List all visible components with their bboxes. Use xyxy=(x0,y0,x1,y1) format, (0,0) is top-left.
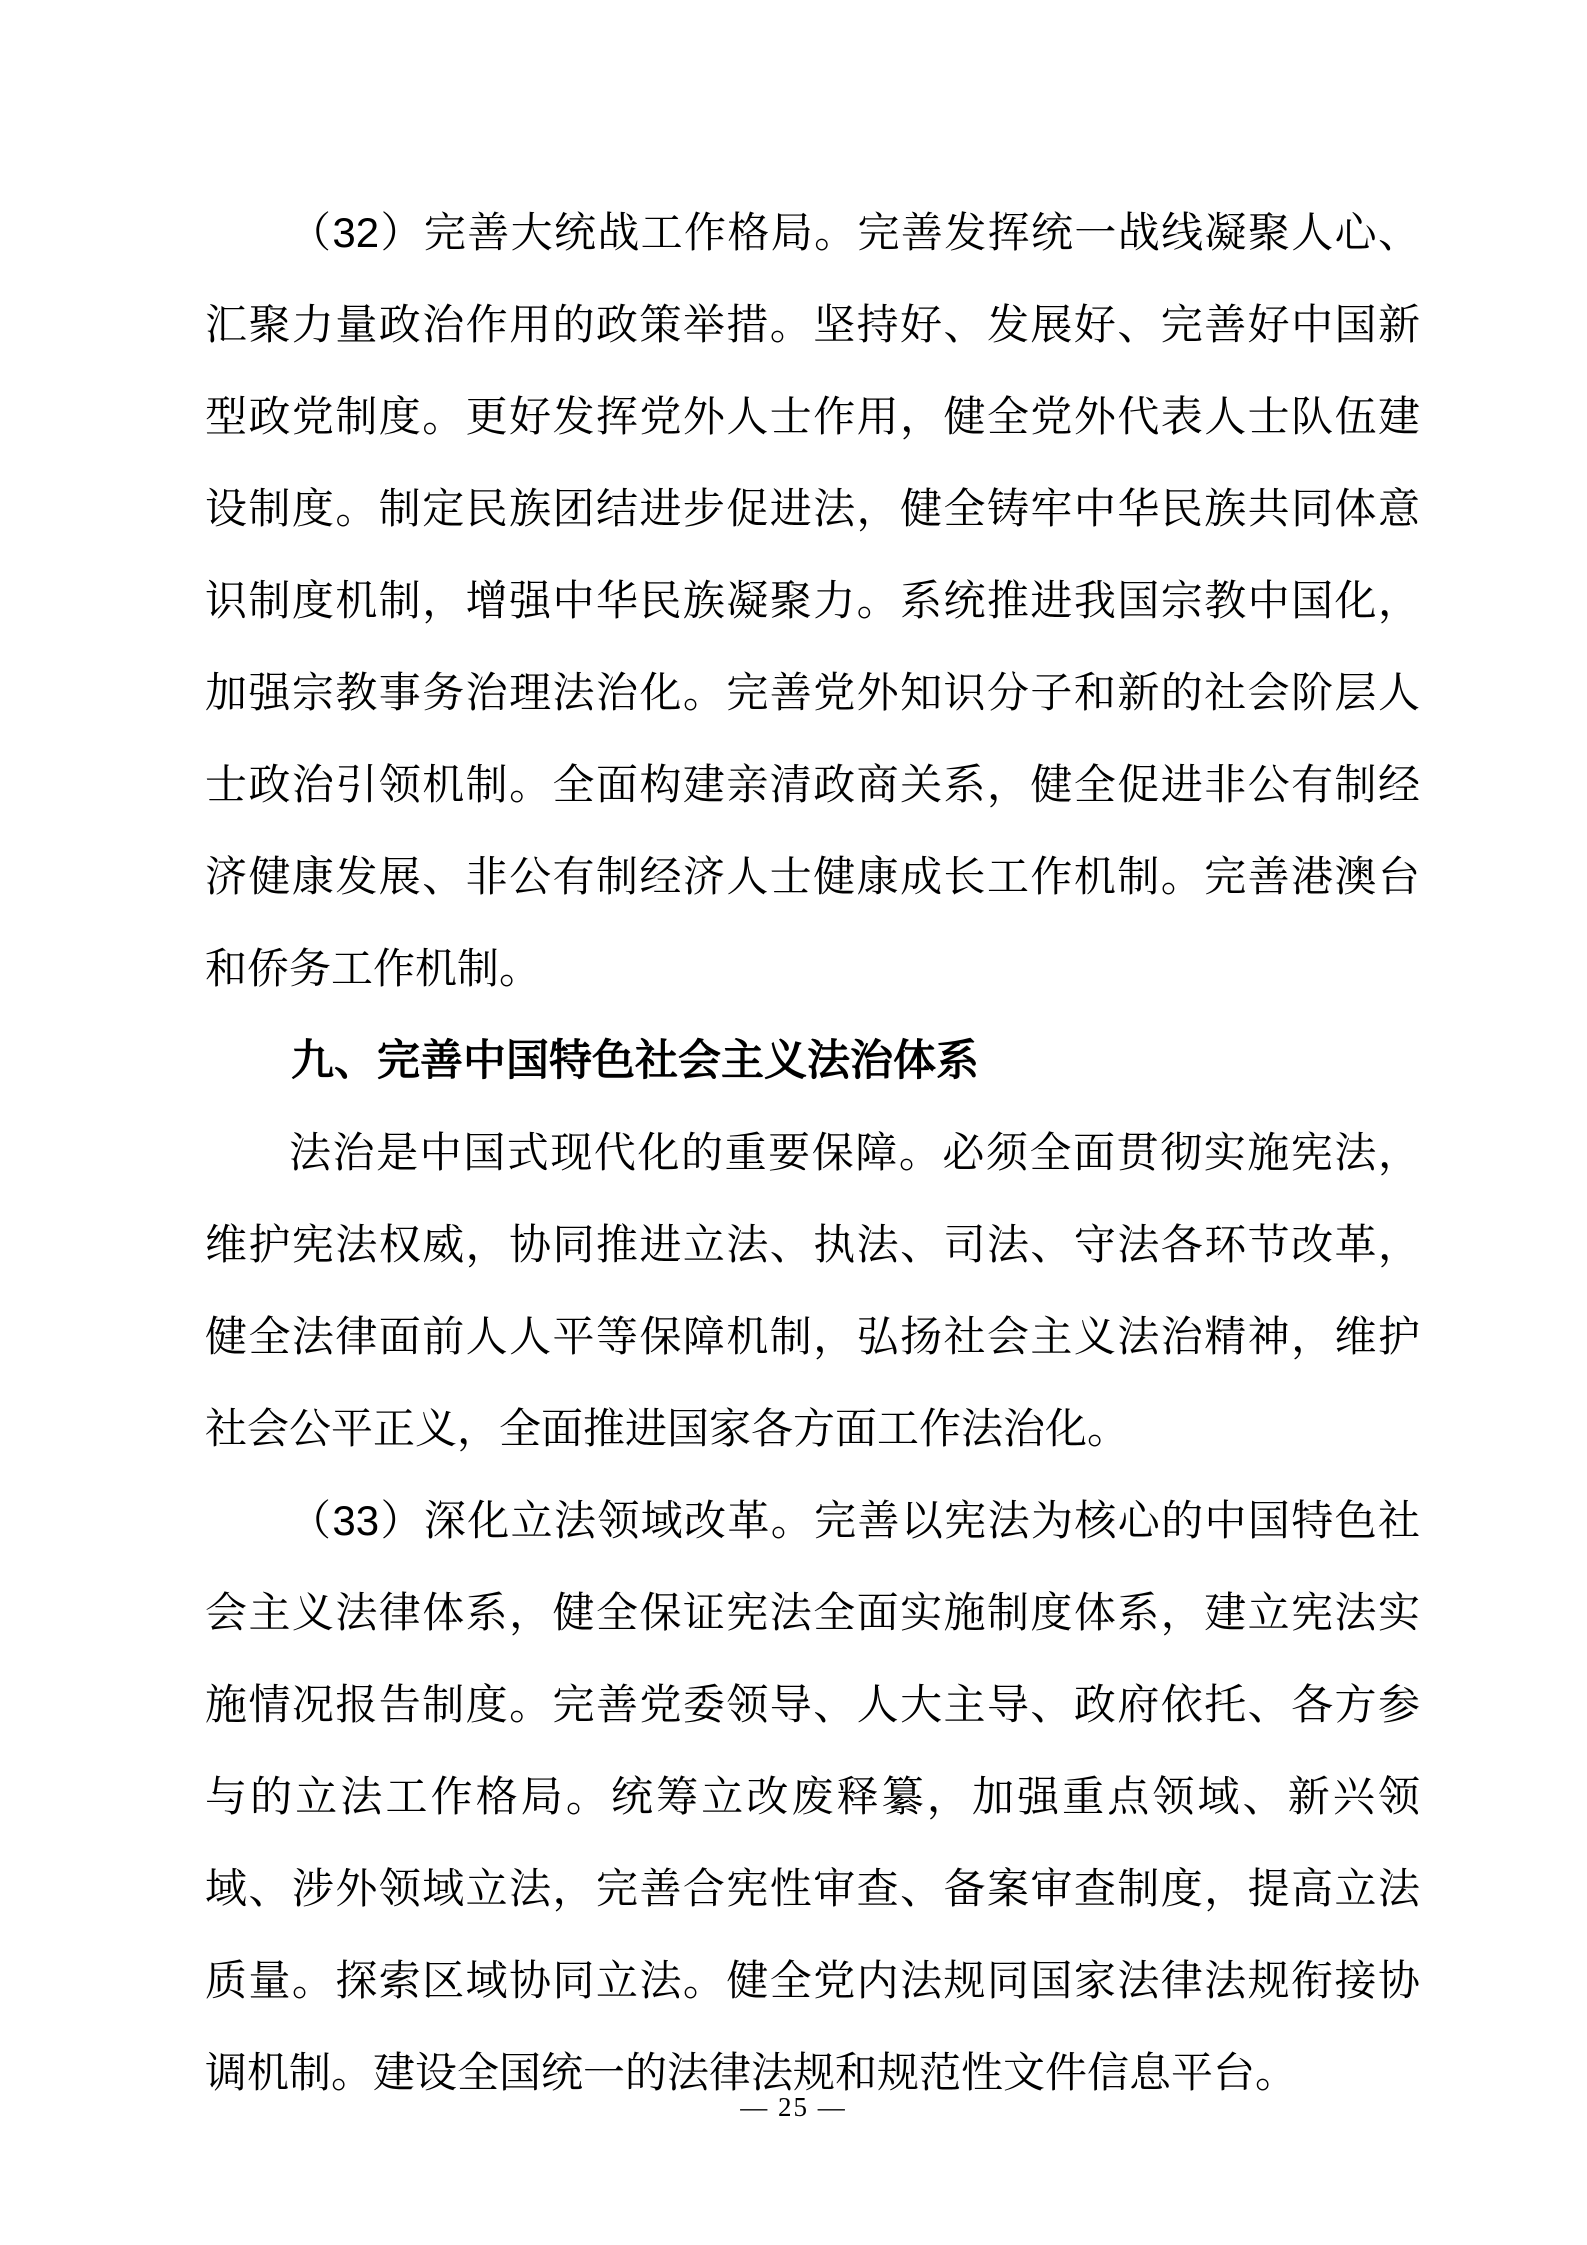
paragraph-32-united-front: （32）完善大统战工作格局。完善发挥统一战线凝聚人心、汇聚力量政治作用的政策举措。坚持好、发展好、完善好中国新型政党制度。更好发挥党外人士作用，健全党外代表人士队伍建设制度。制定民族团结进步促进法，健全铸牢中华民族共同体意识制度机制，增强中华民族凝聚力。系统推进我国宗教中国化，加强宗教事务治理法治化。完善党外知识分子和新的社会阶层人士政治引领机制。全面构建亲清政商关系，健全促进非公有制经济健康发展、非公有制经济人士健康成长工作机制。完善港澳台和侨务工作机制。 xyxy=(205,209,1420,992)
paragraph-rule-of-law-intro: 法治是中国式现代化的重要保障。必须全面贯彻实施宪法，维护宪法权威，协同推进立法、执法、司法、守法各环节改革，健全法律面前人人平等保障机制，弘扬社会主义法治精神，维护社会公平正义，全面推进国家各方面工作法治化。 xyxy=(205,1129,1420,1452)
paragraph-33-legislation-reform: （33）深化立法领域改革。完善以宪法为核心的中国特色社会主义法律体系，健全保证宪法全面实施制度体系，建立宪法实施情况报告制度。完善党委领导、人大主导、政府依托、各方参与的立法工作格局。统筹立改废释纂，加强重点领域、新兴领域、涉外领域立法，完善合宪性审查、备案审查制度，提高立法质量。探索区域协同立法。健全党内法规同国家法律法规衔接协调机制。建设全国统一的法律法规和规范性文件信息平台。 xyxy=(205,1497,1420,2096)
page-content xyxy=(205,187,1420,2119)
section-heading-9-rule-of-law: 九、完善中国特色社会主义法治体系 xyxy=(291,1037,979,1085)
page-number: — 25 — xyxy=(740,2092,847,2122)
